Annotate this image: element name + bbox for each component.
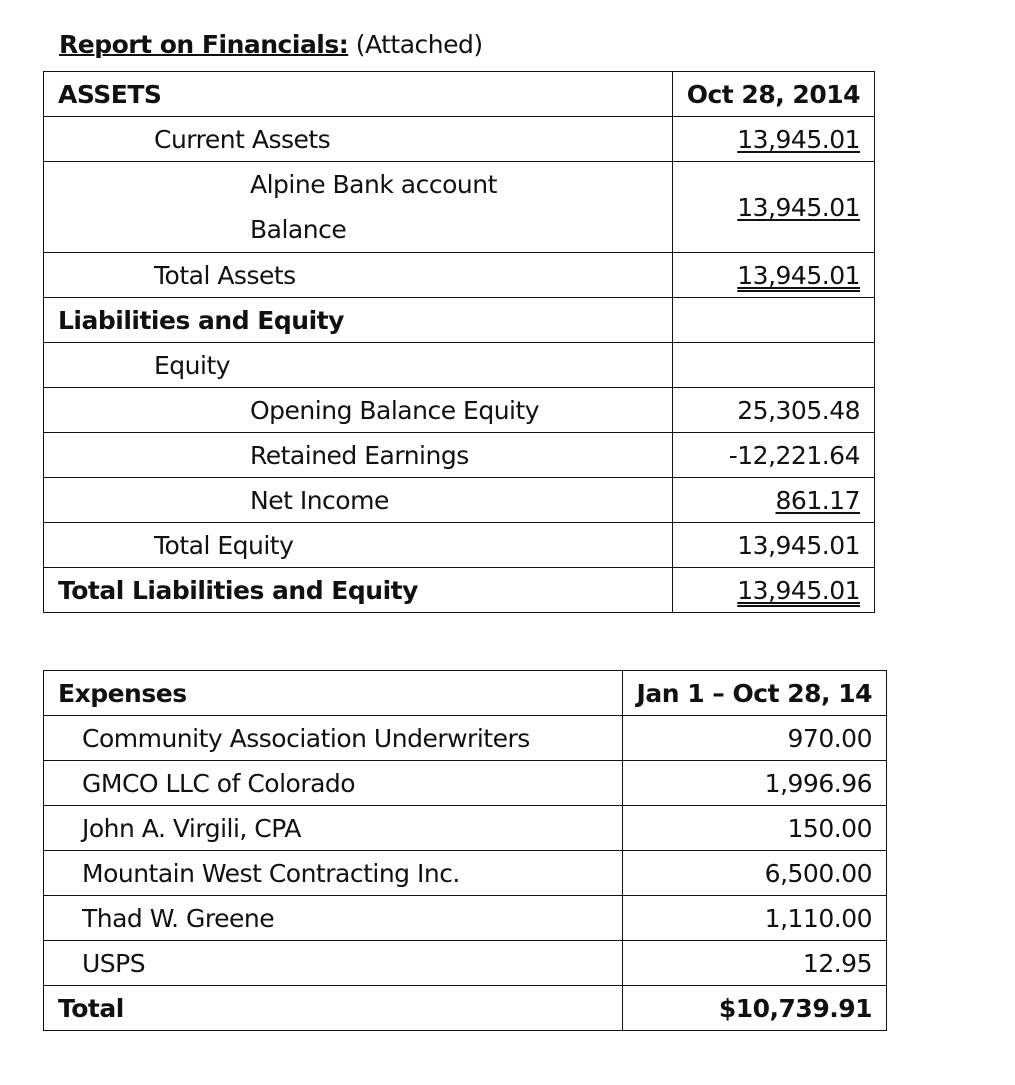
row-label: Mountain West Contracting Inc. [44, 851, 623, 896]
row-value [672, 298, 874, 343]
table-row [44, 896, 887, 941]
row-label: GMCO LLC of Colorado [44, 761, 623, 806]
table-row [44, 761, 887, 806]
report-title-suffix: (Attached) [348, 30, 483, 59]
table-row [44, 851, 887, 896]
table-header-row [44, 671, 887, 716]
total-label: Total [44, 986, 623, 1031]
row-value: 970.00 [622, 716, 886, 761]
report-title-bold: Report on Financials: [59, 30, 349, 59]
row-label: Equity [44, 343, 673, 388]
assets-header: ASSETS [44, 72, 673, 117]
row-label: Retained Earnings [44, 433, 673, 478]
row-label-line2: Balance [250, 215, 347, 244]
row-value: 13,945.01 [737, 124, 860, 154]
row-value: 25,305.48 [672, 388, 874, 433]
row-label: Community Association Underwriters [44, 716, 623, 761]
row-label: Total Equity [44, 523, 673, 568]
period-header: Jan 1 – Oct 28, 14 [622, 671, 886, 716]
row-label [44, 162, 673, 253]
table-row [44, 117, 875, 162]
row-value: 13,945.01 [737, 575, 860, 605]
row-label-line1: Alpine Bank account [250, 170, 497, 199]
row-label: Current Assets [44, 117, 673, 162]
row-value: 13,945.01 [737, 260, 860, 290]
row-value: 13,945.01 [672, 523, 874, 568]
row-value: 12.95 [622, 941, 886, 986]
table-header-row [44, 72, 875, 117]
table-row [44, 298, 875, 343]
report-title [59, 30, 483, 59]
table-row [44, 388, 875, 433]
expenses-table [43, 670, 887, 1031]
row-label: Net Income [44, 478, 673, 523]
table-row [44, 433, 875, 478]
table-row [44, 478, 875, 523]
expenses-header: Expenses [44, 671, 623, 716]
table-row [44, 806, 887, 851]
row-value: 13,945.01 [737, 192, 860, 222]
table-row [44, 716, 887, 761]
row-label: Opening Balance Equity [44, 388, 673, 433]
total-value: $10,739.91 [622, 986, 886, 1031]
table-row [44, 523, 875, 568]
row-value: -12,221.64 [672, 433, 874, 478]
table-row [44, 941, 887, 986]
row-value: 1,110.00 [622, 896, 886, 941]
row-label: Thad W. Greene [44, 896, 623, 941]
row-value [672, 343, 874, 388]
row-value: 1,996.96 [622, 761, 886, 806]
table-row [44, 253, 875, 298]
row-label: Liabilities and Equity [44, 298, 673, 343]
table-row [44, 568, 875, 613]
row-value: 150.00 [622, 806, 886, 851]
date-header: Oct 28, 2014 [672, 72, 874, 117]
table-row [44, 162, 875, 253]
row-label: John A. Virgili, CPA [44, 806, 623, 851]
total-row [44, 986, 887, 1031]
row-label: Total Liabilities and Equity [44, 568, 673, 613]
row-value: 861.17 [775, 485, 860, 515]
table-row [44, 343, 875, 388]
row-value: 6,500.00 [622, 851, 886, 896]
balance-sheet-table [43, 71, 875, 613]
row-label: USPS [44, 941, 623, 986]
row-label: Total Assets [44, 253, 673, 298]
